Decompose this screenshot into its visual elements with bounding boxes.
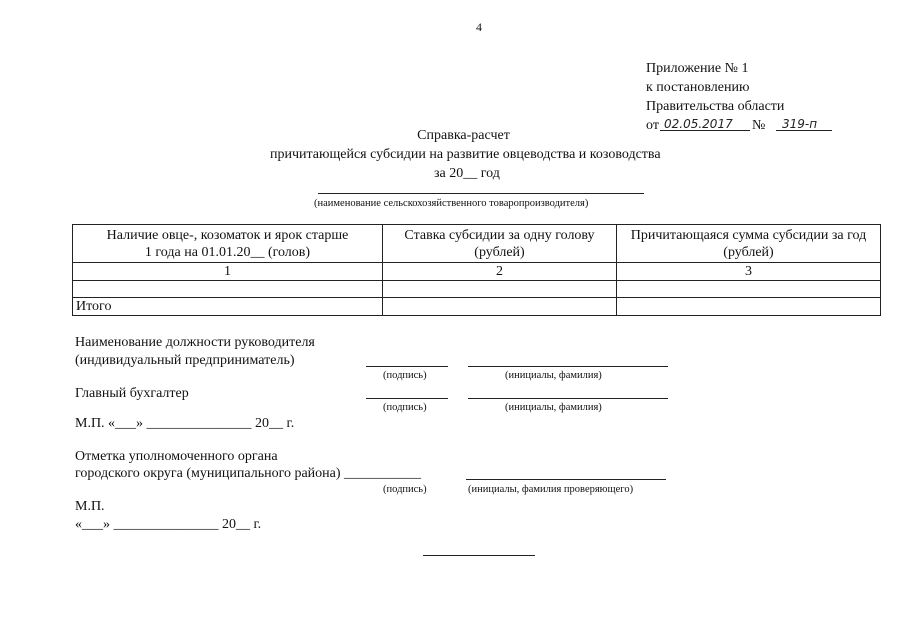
- head-signature-caption: (подпись): [383, 370, 427, 381]
- appendix-line-3: Правительства области: [646, 99, 785, 114]
- checker-name-line: [466, 479, 666, 480]
- accountant-signature-line: [366, 398, 448, 399]
- total-cell: [617, 298, 881, 316]
- document-title: Справка-расчет: [417, 128, 510, 143]
- empty-cell: [73, 281, 383, 298]
- header-count-line-1: Наличие овце-, козоматок и ярок старше: [106, 227, 349, 243]
- authority-date-line: «___» _______________ 20__ г.: [75, 517, 262, 532]
- header-rate-line-1: Ставка субсидии за одну голову: [404, 227, 595, 243]
- appendix-number-handwritten: 319-п: [782, 117, 818, 131]
- total-cell: [383, 298, 617, 316]
- accountant-signature-caption: (подпись): [383, 402, 427, 413]
- appendix-date-handwritten: 02.05.2017: [664, 117, 733, 131]
- authority-signature-caption: (подпись): [383, 484, 427, 495]
- header-rate-line-2: (рублей): [474, 244, 525, 260]
- document-subtitle: причитающейся субсидии на развитие овцеводства и козоводства: [270, 147, 661, 162]
- header-sum-line-2: (рублей): [723, 244, 774, 260]
- appendix-line-2: к постановлению: [646, 80, 750, 95]
- producer-caption: (наименование сельскохозяйственного товаропроизводителя): [314, 198, 589, 209]
- table-header-row: [73, 225, 881, 263]
- empty-cell: [617, 281, 881, 298]
- total-label: Итого: [73, 298, 383, 316]
- head-entrepreneur-label: (индивидуальный предприниматель): [75, 353, 295, 368]
- head-name-caption: (инициалы, фамилия): [505, 370, 602, 381]
- accountant-name-caption: (инициалы, фамилия): [505, 402, 602, 413]
- empty-cell: [383, 281, 617, 298]
- accountant-name-line: [468, 398, 668, 399]
- head-signature-line: [366, 366, 448, 367]
- table-number-row: [73, 263, 881, 281]
- head-position-label: Наименование должности руководителя: [75, 335, 315, 350]
- header-cell-rate: [383, 225, 617, 263]
- head-name-line: [468, 366, 668, 367]
- authority-mark-label: Отметка уполномоченного органа: [75, 449, 278, 464]
- column-number-2: 2: [383, 263, 617, 281]
- appendix-date-prefix: от: [646, 118, 659, 133]
- header-count-line-2: 1 года на 01.01.20__ (голов): [144, 244, 311, 260]
- authority-district-label: городского округа (муниципального района) ___________: [75, 466, 422, 481]
- producer-name-line: [318, 193, 644, 194]
- subsidy-table: [72, 224, 881, 316]
- document-year: за 20__ год: [434, 166, 500, 181]
- table-total-row: [73, 298, 881, 316]
- stamp-date-line: М.П. «___» _______________ 20__ г.: [75, 416, 295, 431]
- header-cell-count: [73, 225, 383, 263]
- page-number: 4: [476, 20, 482, 34]
- closing-divider: [423, 555, 535, 556]
- header-cell-sum: [617, 225, 881, 263]
- table-empty-row: [73, 281, 881, 298]
- column-number-1: 1: [73, 263, 383, 281]
- appendix-line-1: Приложение № 1: [646, 61, 749, 76]
- stamp-label: М.П.: [75, 499, 105, 514]
- header-sum-line-1: Причитающаяся сумма субсидии за год: [630, 227, 867, 243]
- appendix-number-sign: №: [752, 118, 766, 133]
- column-number-3: 3: [617, 263, 881, 281]
- chief-accountant-label: Главный бухгалтер: [75, 386, 189, 401]
- checker-name-caption: (инициалы, фамилия проверяющего): [468, 484, 634, 495]
